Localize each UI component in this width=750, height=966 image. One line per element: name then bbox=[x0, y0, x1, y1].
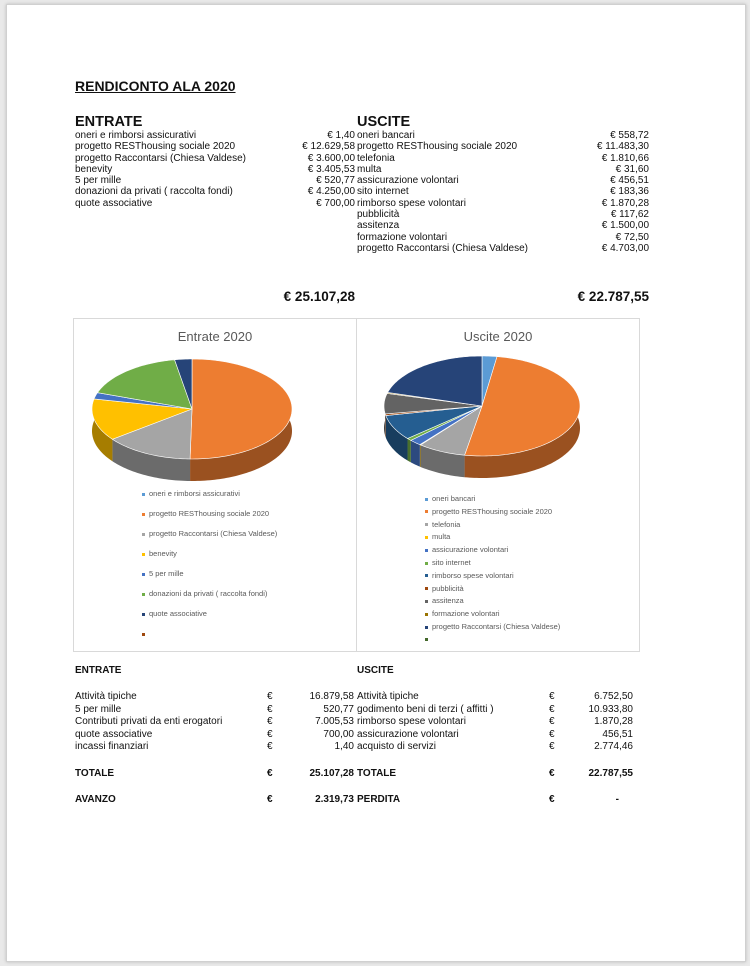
list-row bbox=[75, 186, 355, 197]
uscite-item-label: oneri bancari bbox=[357, 130, 415, 141]
legend-label: progetto Raccontarsi (Chiesa Valdese) bbox=[432, 622, 561, 631]
legend-marker bbox=[142, 633, 145, 636]
euro-sign: € bbox=[549, 741, 555, 752]
list-row bbox=[75, 130, 355, 141]
chart-title: Uscite 2020 bbox=[463, 329, 533, 344]
list-row bbox=[357, 198, 649, 209]
legend-item bbox=[425, 520, 460, 529]
uscite-item-label: progetto Raccontarsi (Chiesa Valdese) bbox=[357, 242, 529, 254]
list-row bbox=[357, 130, 649, 141]
legend-item bbox=[425, 584, 464, 593]
legend-label: assicurazione volontari bbox=[432, 545, 509, 555]
legend-marker bbox=[425, 498, 428, 501]
legend-label: assitenza bbox=[432, 596, 464, 606]
legend-label: multa bbox=[432, 532, 451, 542]
bilancio-value: 6.752,50 bbox=[594, 691, 633, 702]
entrate-item-value: € 3.405,53 bbox=[307, 163, 355, 175]
legend-marker bbox=[425, 638, 428, 641]
legend-marker bbox=[425, 549, 428, 552]
entrate-item-value: € 1,40 bbox=[327, 130, 355, 141]
entrate-item-value: € 3.600,00 bbox=[307, 152, 355, 164]
uscite-item-label: assitenza bbox=[357, 220, 400, 232]
legend-label: progetto RESThousing sociale 2020 bbox=[149, 509, 270, 518]
bilancio-value: 25.107,28 bbox=[309, 768, 354, 779]
bilancio-label: acquisto di servizi bbox=[357, 741, 436, 752]
pie-slice-side bbox=[408, 439, 411, 463]
bilancio-value: 1,40 bbox=[334, 741, 354, 752]
legend-marker bbox=[425, 536, 428, 539]
uscite-item-label: assicurazione volontari bbox=[357, 175, 459, 187]
uscite-item-label: formazione volontari bbox=[357, 231, 448, 243]
legend-marker bbox=[425, 600, 428, 603]
legend-item bbox=[142, 569, 184, 578]
list-row bbox=[357, 153, 649, 164]
legend-marker bbox=[425, 613, 428, 616]
euro-sign: € bbox=[267, 716, 273, 727]
uscite-chart bbox=[357, 319, 639, 651]
entrate-item-value: € 520,77 bbox=[316, 175, 355, 187]
uscite-item-label: multa bbox=[357, 163, 382, 175]
legend-label: sito internet bbox=[432, 558, 471, 567]
list-row bbox=[75, 141, 355, 152]
legend-label: 5 per mille bbox=[149, 569, 184, 578]
legend-label: quote associative bbox=[149, 609, 207, 618]
legend-item bbox=[425, 571, 514, 580]
uscite-item-value: € 1.870,28 bbox=[601, 197, 649, 209]
bilancio-label: rimborso spese volontari bbox=[357, 716, 466, 727]
uscite-item-value: € 4.703,00 bbox=[601, 242, 649, 254]
bilancio-label: Contributi privati da enti erogatori bbox=[75, 716, 223, 727]
legend-marker bbox=[142, 593, 145, 596]
entrate-item-value: € 700,00 bbox=[316, 197, 355, 209]
legend-marker bbox=[142, 573, 145, 576]
euro-sign: € bbox=[267, 728, 273, 740]
entrate-chart bbox=[74, 319, 357, 651]
legend-item bbox=[425, 596, 464, 605]
legend-label: progetto Raccontarsi (Chiesa Valdese) bbox=[149, 529, 278, 538]
uscite-item-label: rimborso spese volontari bbox=[357, 197, 466, 209]
legend-label: oneri e rimborsi assicurativi bbox=[149, 489, 240, 498]
legend-label: telefonia bbox=[432, 519, 461, 529]
uscite-item-value: € 1.810,66 bbox=[601, 152, 649, 164]
euro-sign: € bbox=[549, 716, 555, 727]
legend-item bbox=[142, 529, 277, 538]
bilancio-value: 16.879,58 bbox=[309, 691, 354, 702]
bilancio-label: incassi finanziari bbox=[75, 741, 149, 752]
bilancio-uscite-heading: USCITE bbox=[357, 665, 394, 676]
uscite-item-value: € 11.483,30 bbox=[596, 141, 649, 153]
uscite-item-value: € 72,50 bbox=[615, 231, 649, 243]
euro-sign: € bbox=[267, 794, 273, 805]
bilancio-label: AVANZO bbox=[75, 794, 116, 805]
legend-marker bbox=[142, 493, 145, 496]
legend-marker bbox=[142, 553, 145, 556]
uscite-item-value: € 117,62 bbox=[610, 209, 649, 221]
entrate-item-label: donazioni da privati ( raccolta fondi) bbox=[75, 186, 233, 198]
bilancio-value: 456,51 bbox=[602, 728, 633, 740]
bilancio-value: - bbox=[615, 794, 619, 805]
uscite-list bbox=[357, 130, 649, 254]
bilancio-label: TOTALE bbox=[75, 768, 115, 779]
uscite-heading: USCITE bbox=[357, 114, 411, 130]
legend-label: benevity bbox=[149, 549, 177, 558]
bilancio-label: quote associative bbox=[75, 728, 153, 740]
uscite-item-value: € 558,72 bbox=[610, 130, 649, 141]
legend-marker bbox=[142, 533, 145, 536]
bilancio-value: 2.319,73 bbox=[315, 794, 354, 805]
uscite-item-value: € 1.500,00 bbox=[601, 220, 649, 232]
bilancio-entrate-heading: ENTRATE bbox=[75, 665, 122, 676]
legend-item bbox=[142, 509, 269, 518]
euro-sign: € bbox=[549, 703, 555, 715]
uscite-item-value: € 183,36 bbox=[610, 186, 649, 198]
list-row bbox=[75, 198, 355, 209]
list-row bbox=[75, 175, 355, 186]
list-row bbox=[357, 164, 649, 175]
legend-marker bbox=[142, 513, 145, 516]
legend-item bbox=[425, 635, 432, 644]
bilancio-label: assicurazione volontari bbox=[357, 728, 459, 740]
uscite-item-label: pubblicità bbox=[357, 209, 400, 221]
euro-sign: € bbox=[267, 741, 273, 752]
entrate-item-label: oneri e rimborsi assicurativi bbox=[75, 130, 197, 141]
list-row bbox=[75, 153, 355, 164]
euro-sign: € bbox=[549, 728, 555, 740]
list-row bbox=[357, 209, 649, 220]
legend-marker bbox=[425, 510, 428, 513]
bilancio-label: 5 per mille bbox=[75, 703, 122, 715]
legend-item bbox=[142, 589, 267, 598]
chart-title: Entrate 2020 bbox=[177, 329, 253, 344]
list-row bbox=[75, 164, 355, 175]
euro-sign: € bbox=[549, 794, 555, 805]
bilancio-label: TOTALE bbox=[357, 768, 397, 779]
euro-sign: € bbox=[267, 703, 273, 715]
list-row bbox=[357, 186, 649, 197]
bilancio-value: 700,00 bbox=[323, 728, 354, 740]
legend-label: formazione volontari bbox=[432, 609, 500, 619]
legend-item bbox=[425, 609, 500, 618]
uscite-item-label: sito internet bbox=[357, 186, 409, 198]
uscite-pie bbox=[357, 339, 639, 499]
bilancio-label: godimento beni di terzi ( affitti ) bbox=[357, 703, 494, 715]
bilancio-value: 22.787,55 bbox=[588, 768, 633, 779]
euro-sign: € bbox=[267, 691, 273, 702]
euro-sign: € bbox=[549, 768, 555, 779]
euro-sign: € bbox=[267, 768, 273, 779]
uscite-total: € 22.787,55 bbox=[577, 289, 649, 304]
bilancio-value: 520,77 bbox=[323, 703, 354, 715]
bilancio-label: PERDITA bbox=[357, 794, 401, 805]
legend-item bbox=[142, 609, 207, 618]
legend-marker bbox=[425, 626, 428, 629]
list-row bbox=[357, 141, 649, 152]
legend-label: donazioni da privati ( raccolta fondi) bbox=[149, 589, 268, 598]
bilancio-value: 7.005,53 bbox=[315, 716, 354, 727]
bilancio-label: Attività tipiche bbox=[75, 691, 137, 702]
legend-item bbox=[425, 545, 508, 554]
uscite-item-label: telefonia bbox=[357, 152, 395, 164]
entrate-item-label: benevity bbox=[75, 163, 113, 175]
entrate-item-value: € 4.250,00 bbox=[307, 186, 355, 198]
legend-marker bbox=[142, 613, 145, 616]
entrate-item-value: € 12.629,58 bbox=[302, 141, 355, 153]
legend-marker bbox=[425, 523, 428, 526]
legend-label: rimborso spese volontari bbox=[432, 570, 514, 580]
uscite-item-label: progetto RESThousing sociale 2020 bbox=[357, 141, 518, 153]
list-row bbox=[357, 220, 649, 231]
legend-marker bbox=[425, 562, 428, 565]
legend-marker bbox=[425, 574, 428, 577]
legend-marker bbox=[425, 587, 428, 590]
entrate-item-label: progetto Raccontarsi (Chiesa Valdese) bbox=[75, 152, 247, 164]
entrate-list bbox=[75, 130, 355, 209]
legend-label: progetto RESThousing sociale 2020 bbox=[432, 506, 553, 516]
entrate-total: € 25.107,28 bbox=[283, 289, 355, 304]
legend-item bbox=[425, 622, 560, 631]
entrate-item-label: 5 per mille bbox=[75, 175, 122, 187]
bilancio-value: 1.870,28 bbox=[594, 716, 633, 727]
legend-label: oneri bancari bbox=[432, 494, 476, 503]
list-row bbox=[357, 232, 649, 243]
legend-item bbox=[425, 532, 450, 541]
bilancio-value: 10.933,80 bbox=[588, 703, 633, 715]
legend-label: pubblicità bbox=[432, 583, 464, 593]
list-row bbox=[357, 175, 649, 186]
entrate-heading: ENTRATE bbox=[75, 114, 143, 130]
charts-container bbox=[73, 318, 640, 652]
entrate-item-label: progetto RESThousing sociale 2020 bbox=[75, 141, 236, 153]
entrate-pie bbox=[74, 339, 356, 499]
legend-item bbox=[142, 629, 149, 638]
legend-item bbox=[142, 549, 177, 558]
document-page bbox=[6, 4, 746, 962]
legend-item bbox=[425, 507, 552, 516]
legend-item bbox=[142, 489, 240, 498]
document-title: RENDICONTO ALA 2020 bbox=[75, 78, 236, 94]
legend-item bbox=[425, 558, 471, 567]
list-row bbox=[357, 243, 649, 254]
bilancio-value: 2.774,46 bbox=[594, 741, 633, 752]
bilancio-label: Attività tipiche bbox=[357, 691, 419, 702]
euro-sign: € bbox=[549, 691, 555, 702]
pie-slice-side bbox=[420, 445, 421, 467]
uscite-item-value: € 456,51 bbox=[610, 175, 649, 187]
legend-item bbox=[425, 494, 475, 503]
uscite-item-value: € 31,60 bbox=[615, 163, 649, 175]
entrate-item-label: quote associative bbox=[75, 197, 153, 209]
